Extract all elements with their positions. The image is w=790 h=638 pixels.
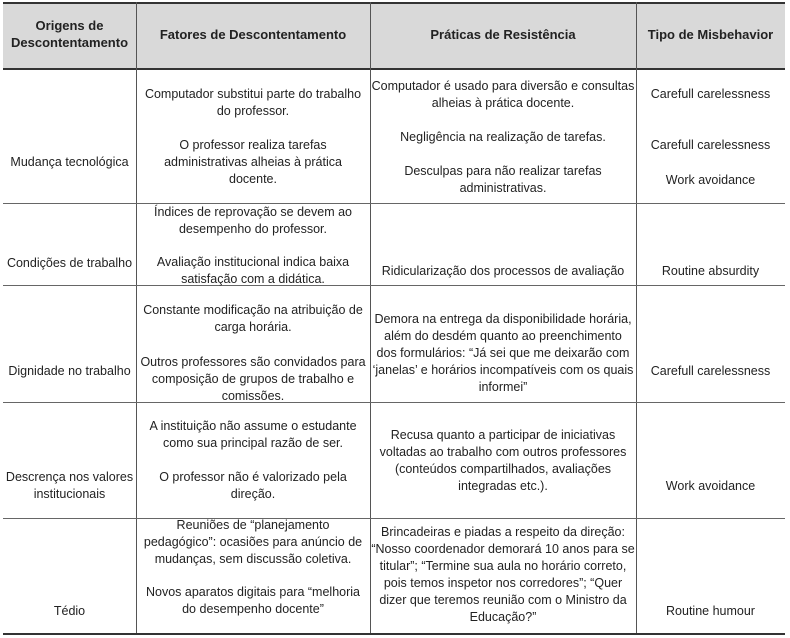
row-origem: Descrença nos valores institucionais [5, 470, 134, 501]
row-pratica: Demora na entrega da disponibilidade horária, além do desdém quanto ao preenchimento dos formulários: “Já sei que me deixarão com ‘janelas’ e horários incompatíveis com os quais informei” [372, 312, 634, 394]
row-fator: O professor realiza tarefas administrativas alheias à prática docente. [164, 138, 342, 186]
row-origem: Mudança tecnológica [10, 155, 129, 169]
row-fator: Computador substitui parte do trabalho do professor. [144, 87, 362, 118]
row-pratica: Desculpas para não realizar tarefas administrativas. [404, 164, 602, 195]
row-fator: Novos aparatos digitais para “melhoria do desempenho docente” [146, 585, 360, 616]
row-divider [3, 285, 785, 286]
header-tipo: Tipo de Misbehavior [647, 26, 774, 42]
row-pratica: Negligência na realização de tarefas. [400, 130, 606, 144]
row-tipo: Work avoidance [665, 479, 756, 493]
header-origens: Origens de Descontentamento [10, 18, 129, 50]
row-divider [3, 518, 785, 519]
row-origem: Condições de trabalho [6, 256, 133, 270]
row-origem: Dignidade no trabalho [8, 364, 131, 378]
row-origem: Tédio [53, 604, 86, 618]
row-pratica: Computador é usado para diversão e consultas alheias à prática docente. [371, 79, 635, 110]
row-divider [3, 203, 785, 204]
row-tipo: Routine humour [666, 604, 755, 618]
row-pratica: Recusa quanto a participar de iniciativas voltadas ao trabalho com outros professores (conteúdos compartilhados, avaliações integradas etc.). [379, 428, 627, 493]
row-pratica: Ridicularização dos processos de avaliação [381, 264, 625, 278]
row-fator: Reuniões de “planejamento pedagógico”: ocasiões para anúncio de mudanças, sem discussão coletiva. [143, 518, 363, 566]
row-tipo: Routine absurdity [661, 264, 760, 278]
misbehavior-table [3, 2, 785, 635]
row-fator: Avaliação institucional indica baixa satisfação com a didática. [156, 255, 350, 286]
row-tipo: Carefull carelessness [650, 138, 771, 152]
row-pratica: Brincadeiras e piadas a respeito da direção: “Nosso coordenador demorará 10 anos para se titular”; “Termine sua aula no horário correto, pois temos inspetor nos corredores”; “Quer dizer que teremos reunião com o Ministro da Educação?” [371, 525, 635, 624]
row-fator: O professor não é valorizado pela direção. [159, 470, 347, 501]
row-tipo: Work avoidance [665, 173, 756, 187]
row-fator: Índices de reprovação se devem ao desempenho do professor. [153, 205, 353, 236]
table-bottom-border [3, 633, 785, 635]
row-tipo: Carefull carelessness [650, 364, 771, 378]
header-praticas: Práticas de Resistência [430, 26, 576, 42]
row-fator: A instituição não assume o estudante como sua principal razão de ser. [149, 419, 357, 450]
row-fator: Constante modificação na atribuição de carga horária. [143, 303, 363, 334]
row-fator: Outros professores são convidados para composição de grupos de trabalho e comissões. [140, 355, 366, 403]
header-fatores: Fatores de Descontentamento [159, 26, 347, 42]
row-divider [3, 402, 785, 403]
row-tipo: Carefull carelessness [650, 87, 771, 101]
